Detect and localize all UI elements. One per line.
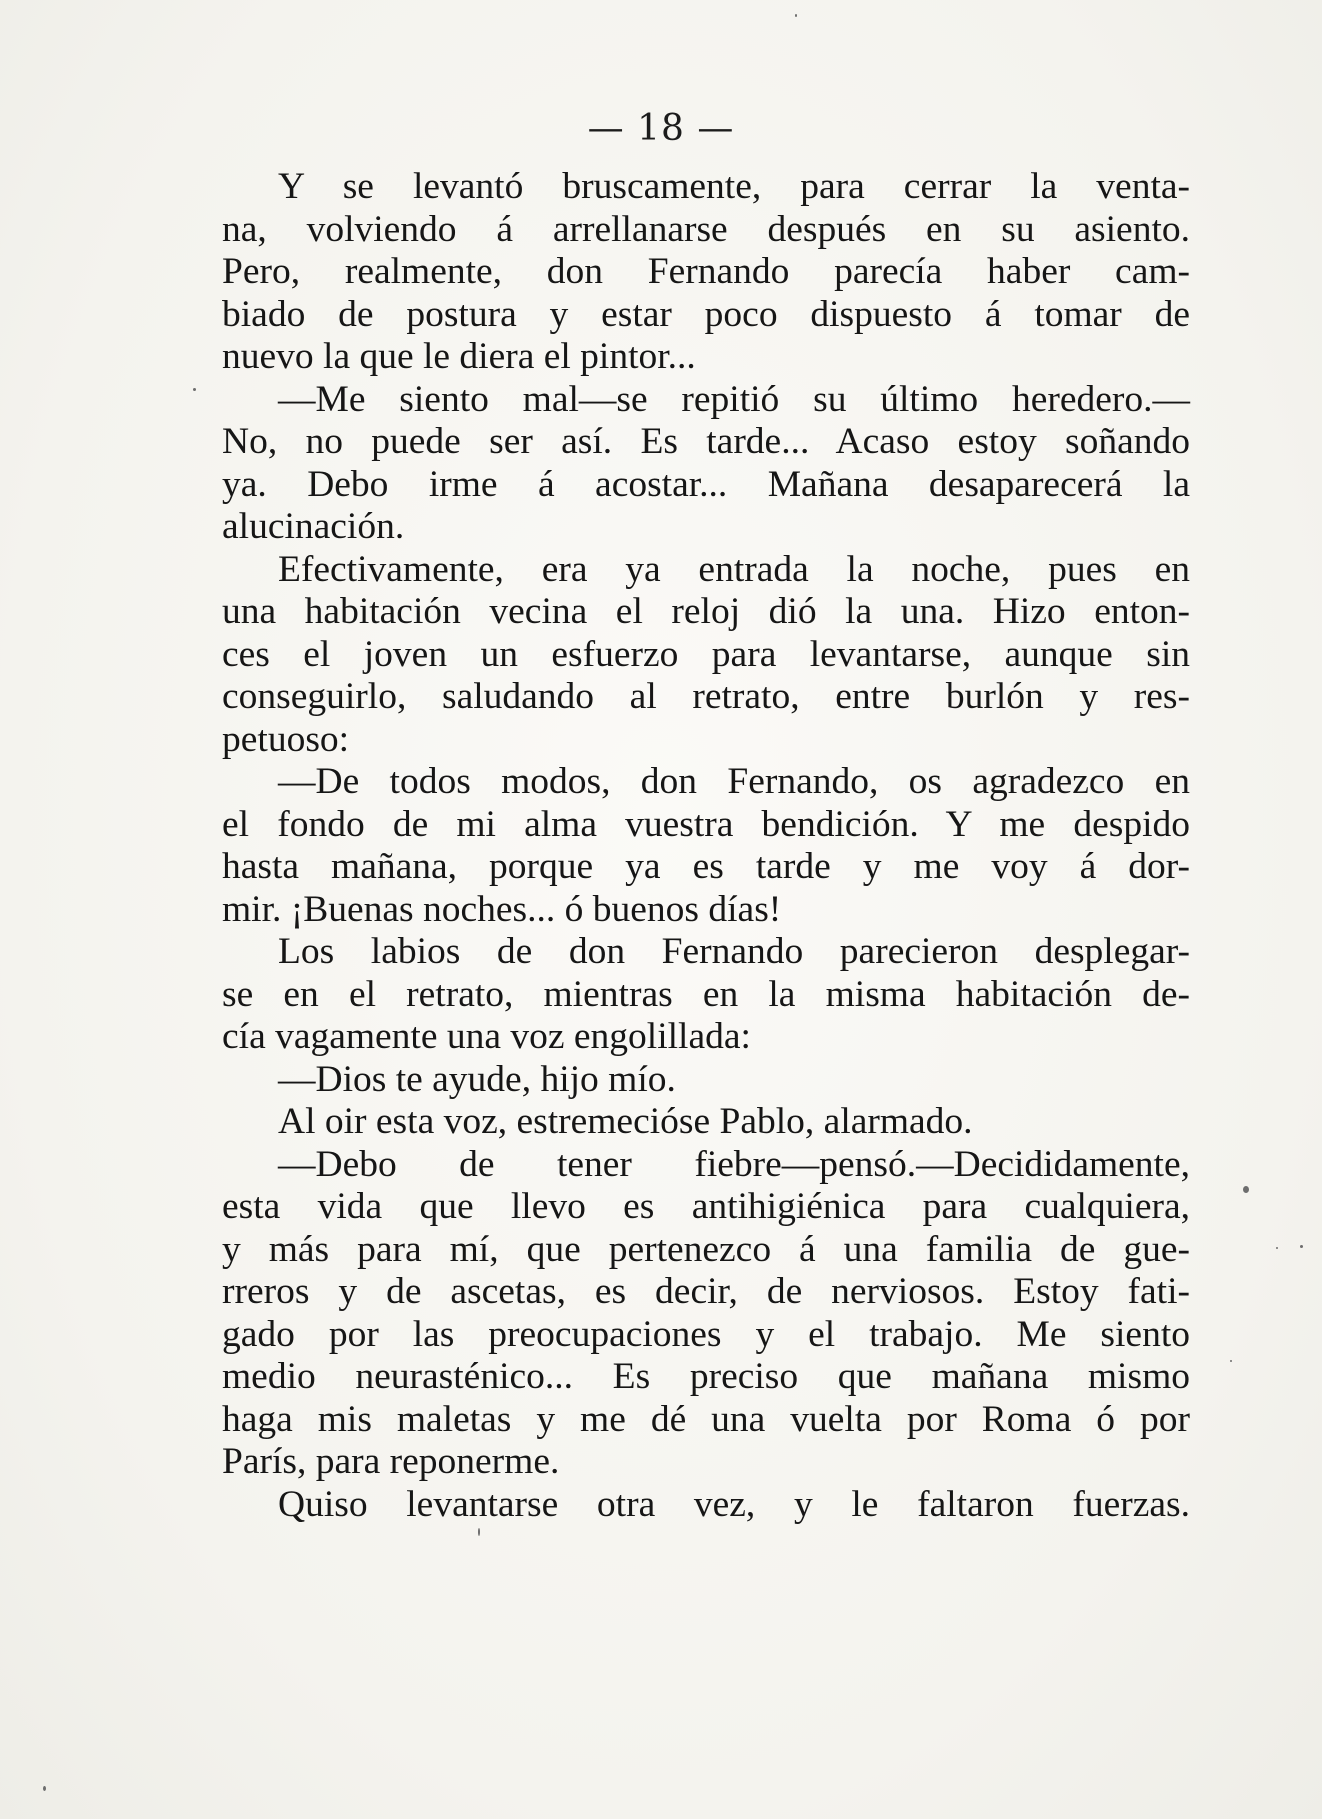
text-line: una habitación vecina el reloj dió la una. Hizo enton- [222,591,1190,632]
scan-speck [43,1786,46,1791]
body-text [222,166,1190,1526]
text-line: —Dios te ayude, hijo mío. [278,1058,676,1100]
text-line: Al oir esta voz, estremecióse Pablo, alarmado. [278,1101,973,1142]
page-number: — 18 — [587,108,735,149]
text-line: haga mis maletas y me dé una vuelta por Roma ó por [222,1398,1190,1440]
text-line: ya. Debo irme á acostar... Mañana desaparecerá la [222,463,1190,505]
text-line: —Debo de tener fiebre—pensó.—Decididamente, [278,1143,1190,1185]
text-line: Efectivamente, era ya entrada la noche, pues en [278,548,1190,590]
text-line: conseguirlo, saludando al retrato, entre burlón y res- [222,676,1190,717]
text-line: y más para mí, que pertenezco á una familia de gue- [222,1228,1190,1270]
text-line: na, volviendo á arrellanarse después en su asiento. [222,208,1190,250]
text-line: cía vagamente una voz engolillada: [222,1016,751,1057]
text-line: ces el joven un esfuerzo para levantarse, aunque sin [222,633,1190,675]
scan-speck [1300,1245,1303,1248]
scan-speck [1243,1186,1249,1193]
scan-speck [1230,1360,1232,1362]
text-line: petuoso: [222,718,350,760]
scan-speck [795,14,797,17]
scan-speck [193,388,196,391]
text-line: —Me siento mal—se repitió su último heredero.— [278,378,1190,420]
text-line: hasta mañana, porque ya es tarde y me voy á dor- [222,846,1190,887]
text-line: gado por las preocupaciones y el trabajo. Me siento [222,1313,1190,1355]
text-line: nuevo la que le diera el pintor... [222,336,696,377]
text-line: No, no puede ser así. Es tarde... Acaso estoy soñando [222,421,1190,462]
text-line: se en el retrato, mientras en la misma habitación de- [222,973,1190,1015]
text-line: —De todos modos, don Fernando, os agradezco en [278,761,1190,802]
text-line: medio neurasténico... Es preciso que mañana mismo [222,1356,1190,1397]
text-line: rreros y de ascetas, es decir, de nerviosos. Estoy fati- [222,1271,1190,1312]
text-line: alucinación. [222,506,405,547]
text-line: Y se levantó bruscamente, para cerrar la venta- [278,166,1190,207]
text-line: Los labios de don Fernando parecieron desplegar- [278,931,1190,972]
scan-speck [478,1528,480,1536]
text-line: París, para reponerme. [222,1441,560,1482]
text-line: Quiso levantarse otra vez, y le faltaron fuerzas. [278,1483,1190,1525]
text-line: el fondo de mi alma vuestra bendición. Y me despido [222,803,1190,845]
text-line: esta vida que llevo es antihigiénica para cualquiera, [222,1186,1190,1227]
text-line: biado de postura y estar poco dispuesto á tomar de [222,293,1190,335]
scan-speck [1276,1247,1278,1249]
text-line: Pero, realmente, don Fernando parecía haber cam- [222,251,1190,292]
text-line: mir. ¡Buenas noches... ó buenos días! [222,888,782,930]
